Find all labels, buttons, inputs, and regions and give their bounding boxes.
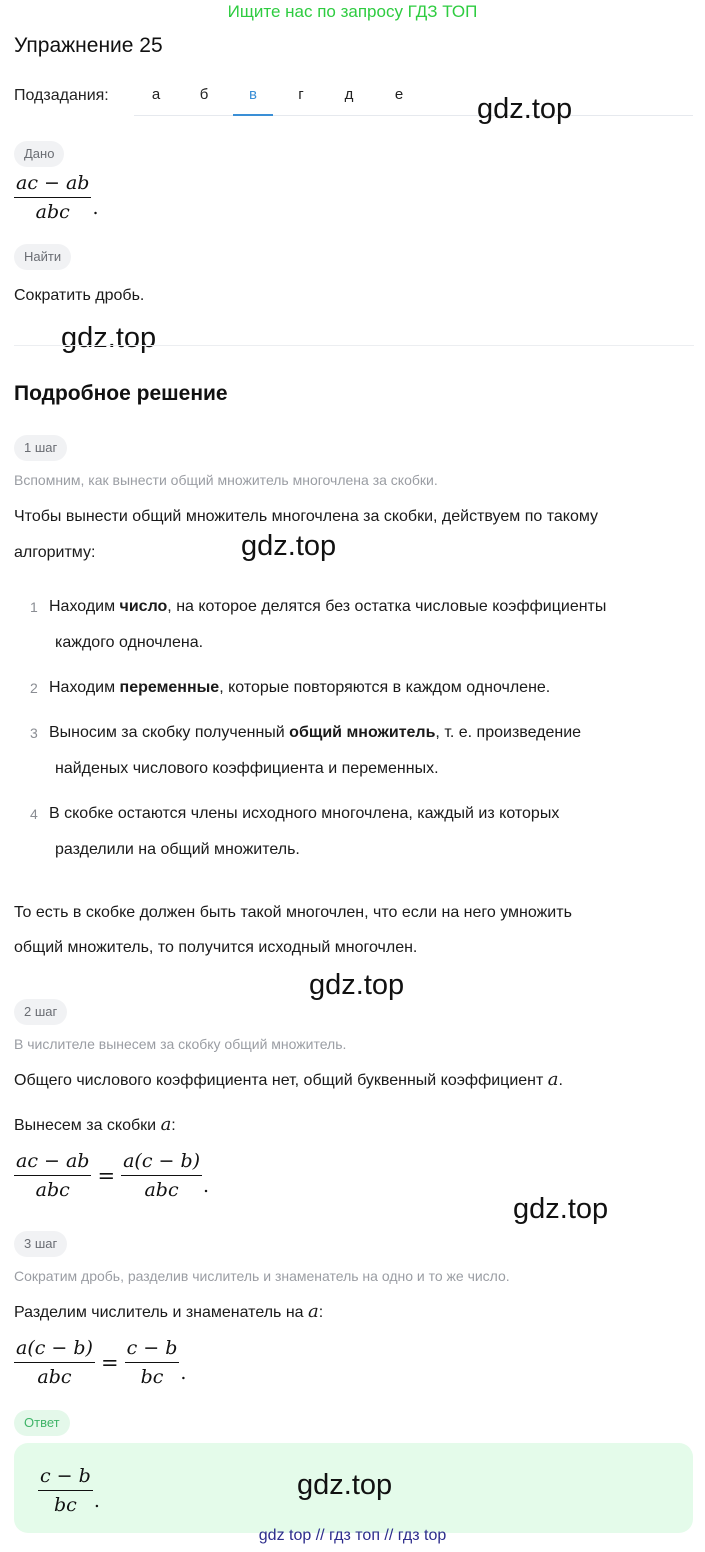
step1-intro-line2: алгоритму: (14, 544, 96, 561)
text: Вынесем за скобки (14, 1117, 161, 1134)
fraction-denominator: abc (35, 201, 70, 223)
list-item-number: 2 (30, 680, 38, 696)
punctuation: : (171, 1117, 176, 1134)
fraction-numerator: ac − ab (14, 172, 91, 198)
list-item-text: Находим (49, 598, 120, 615)
step1-outro-line2: общий множитель, то получится исходный многочлен. (14, 939, 418, 956)
punctuation: . (92, 197, 99, 219)
fraction-numerator: c − b (38, 1465, 93, 1491)
list-item (49, 597, 606, 617)
fraction-numerator: a(c − b) (14, 1337, 95, 1363)
watermark: gdz.top (61, 322, 157, 354)
step3-badge: 3 шаг (14, 1231, 67, 1257)
list-item-text: , которые повторяются в каждом одночлене. (219, 679, 551, 696)
tab-e[interactable]: е (394, 86, 404, 103)
step2-hint: В числителе вынесем за скобку общий множитель. (14, 1036, 347, 1052)
equals-sign: = (100, 1350, 119, 1375)
list-item-text: , т. е. произведение (435, 724, 582, 741)
tab-b[interactable]: б (199, 86, 209, 103)
punctuation: : (318, 1304, 324, 1321)
watermark: gdz.top (477, 93, 573, 125)
list-item-line2: найденых числового коэффициента и переменных. (55, 760, 439, 777)
list-item-number: 3 (30, 725, 38, 741)
punctuation: . (180, 1362, 187, 1384)
watermark: gdz.top (513, 1193, 609, 1225)
punctuation: . (558, 1072, 563, 1089)
step1-hint: Вспомним, как вынести общий множитель многочлена за скобки. (14, 472, 438, 488)
step1-intro-line1: Чтобы вынести общий множитель многочлена за скобки, действуем по такому (14, 508, 599, 525)
list-item-text: , на которое делятся без остатка числовые коэффициенты (167, 598, 607, 615)
list-item-line2: разделили на общий множитель. (55, 841, 300, 858)
list-item-line2: каждого одночлена. (55, 634, 204, 651)
step2-badge: 2 шаг (14, 999, 67, 1025)
list-item-text: Находим (49, 679, 120, 696)
footer-links[interactable]: gdz top // гдз топ // гдз top (258, 1527, 447, 1544)
step3-line (14, 1302, 323, 1323)
given-fraction (14, 172, 99, 223)
watermark: gdz.top (309, 969, 405, 1001)
fraction-denominator: bc (54, 1494, 77, 1516)
punctuation: . (203, 1175, 210, 1197)
step2-line2 (14, 1115, 176, 1136)
list-item-number: 4 (30, 806, 38, 822)
given-badge: Дано (14, 141, 64, 167)
punctuation: . (93, 1490, 100, 1512)
math-variable: a (547, 1069, 559, 1090)
fraction-denominator: bc (140, 1366, 164, 1388)
tab-a[interactable]: а (151, 86, 161, 103)
list-item-text: Выносим за скобку полученный (49, 724, 290, 741)
subtask-tabs (134, 76, 693, 116)
fraction-denominator: abc (144, 1179, 179, 1201)
list-item-number: 1 (30, 599, 38, 615)
step3-hint: Сократим дробь, разделив числитель и знаменатель на одно и то же число. (14, 1268, 510, 1284)
step3-equation (14, 1337, 186, 1388)
list-item: В скобке остаются члены исходного многочлена, каждый из которых (49, 805, 560, 822)
step2-equation (14, 1150, 209, 1201)
list-item (49, 678, 550, 698)
step1-badge: 1 шаг (14, 435, 67, 461)
fraction-numerator: c − b (125, 1337, 180, 1363)
list-item-bold: переменные (119, 679, 220, 696)
fraction-denominator: abc (37, 1366, 72, 1388)
text: Разделим числитель и знаменатель на (14, 1304, 308, 1321)
search-banner[interactable]: Ищите нас по запросу ГДЗ ТОП (227, 2, 478, 21)
list-item-bold: общий множитель (289, 724, 436, 741)
math-variable: a (308, 1301, 319, 1322)
watermark: gdz.top (241, 530, 337, 562)
find-badge: Найти (14, 244, 71, 270)
tab-d[interactable]: д (344, 86, 354, 103)
fraction-denominator: abc (35, 1179, 70, 1201)
tab-v[interactable]: в (233, 86, 273, 116)
watermark: gdz.top (297, 1469, 393, 1501)
find-text: Сократить дробь. (14, 287, 145, 304)
fraction-numerator: a(c − b) (121, 1150, 202, 1176)
step1-outro-line1: То есть в скобке должен быть такой многочлен, что если на него умножить (14, 904, 572, 921)
divider (14, 345, 694, 346)
answer-badge: Ответ (14, 1410, 70, 1436)
list-item-bold: число (119, 598, 168, 615)
page-title: Упражнение 25 (14, 34, 163, 57)
list-item (49, 723, 581, 743)
solution-title: Подробное решение (14, 382, 228, 405)
math-variable: a (160, 1114, 172, 1135)
step2-line1 (14, 1070, 563, 1091)
subtasks-label: Подзадания: (14, 87, 109, 104)
text: Общего числового коэффициента нет, общий буквенный коэффициент (14, 1072, 548, 1089)
fraction-numerator: ac − ab (14, 1150, 91, 1176)
answer-fraction (38, 1465, 100, 1516)
tab-g[interactable]: г (298, 86, 304, 103)
equals-sign: = (97, 1163, 116, 1188)
